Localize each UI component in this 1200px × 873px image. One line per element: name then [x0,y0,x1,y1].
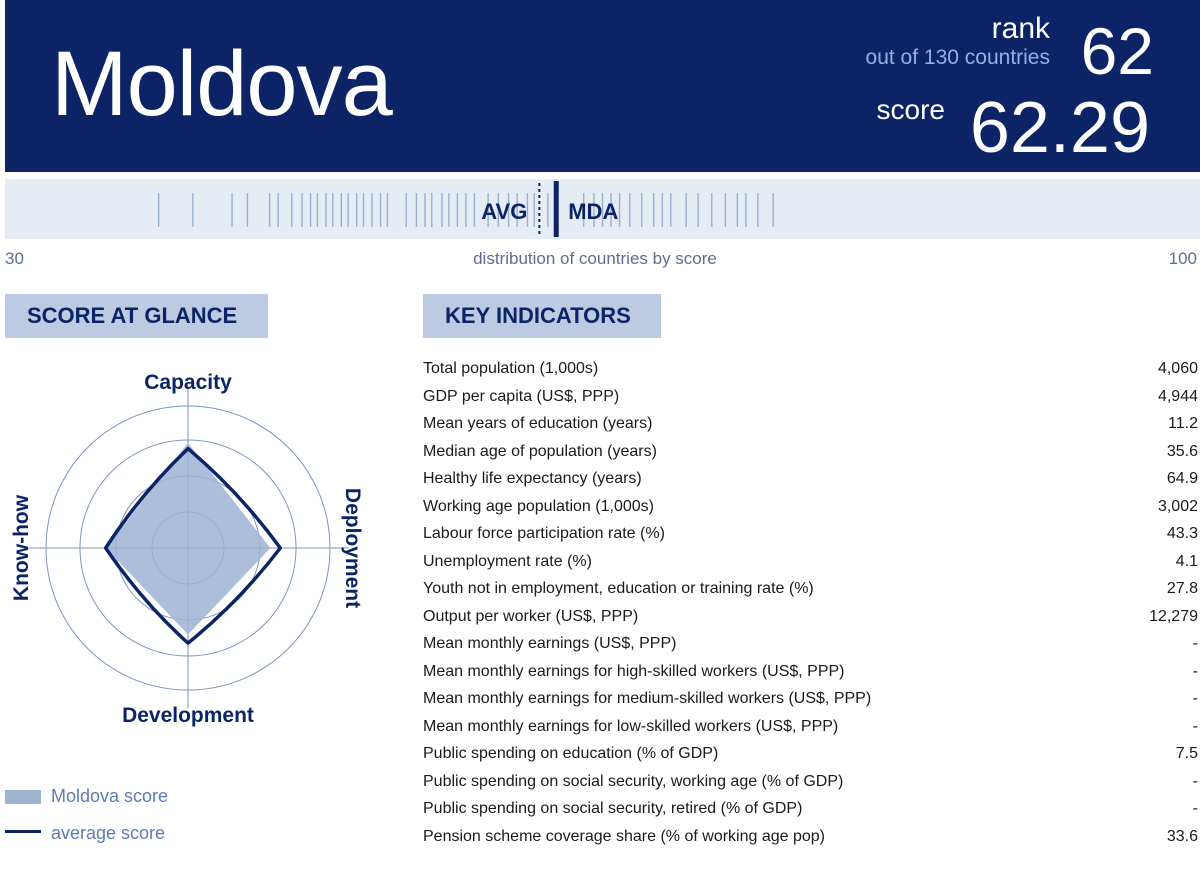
indicator-label: Mean monthly earnings for high-skilled workers (US$, PPP) [423,662,845,680]
rank-subtitle: out of 130 countries [865,46,1050,69]
indicator-value: 27.8 [1166,580,1198,597]
indicator-label: GDP per capita (US$, PPP) [423,387,620,405]
indicator-row [423,713,1198,741]
indicator-value: 43.3 [1166,525,1198,542]
indicator-row [423,520,1198,548]
indicator-row [423,493,1198,521]
indicator-value: - [1192,772,1198,790]
indicator-label: Mean years of education (years) [423,415,653,432]
indicator-label: Mean monthly earnings (US$, PPP) [423,635,677,652]
country-name: Moldova [51,33,392,135]
indicator-value: - [1192,690,1198,707]
distribution-strip [5,179,1200,239]
indicator-row [423,685,1198,713]
indicator-row [423,383,1198,411]
rank-value: 62 [1080,14,1154,88]
score-at-glance-heading: SCORE AT GLANCE [5,294,268,338]
indicator-label: Working age population (1,000s) [423,497,654,515]
indicator-label: Public spending on education (% of GDP) [423,745,719,762]
legend-country-label: Moldova score [51,786,169,806]
indicator-row [423,658,1198,686]
indicator-row [423,465,1198,493]
legend-country-swatch [5,790,41,804]
radar-axis-label-capacity: Capacity [144,371,232,394]
indicator-label: Unemployment rate (%) [423,552,592,570]
series-moldova-area [106,443,271,635]
radar-chart [0,360,400,770]
indicator-row [423,603,1198,631]
indicator-label: Public spending on social security, retired (% of GDP) [423,800,803,817]
indicator-label: Youth not in employment, education or training rate (%) [423,580,814,597]
indicator-row [423,823,1198,851]
indicator-value: 4,944 [1157,387,1198,405]
indicator-label: Total population (1,000s) [423,360,599,377]
indicator-value: 3,002 [1157,497,1198,515]
indicator-value: 7.5 [1175,745,1198,762]
indicator-label: Mean monthly earnings for medium-skilled workers (US$, PPP) [423,690,872,707]
key-indicators-heading: KEY INDICATORS [423,294,661,338]
score-label: score [876,94,945,125]
country-header [5,0,1200,172]
indicator-value: - [1192,635,1198,652]
indicator-label: Median age of population (years) [423,442,657,460]
legend-average-line [5,830,41,833]
indicator-row [423,355,1198,383]
indicator-label: Mean monthly earnings for low-skilled workers (US$, PPP) [423,717,839,735]
indicator-row [423,410,1198,438]
indicator-value: - [1192,800,1198,817]
indicator-value: 11.2 [1168,415,1198,432]
indicator-value: 4.1 [1175,552,1198,570]
indicator-label: Healthy life expectancy (years) [423,470,642,487]
distribution-chart [5,179,1200,239]
distribution-axis-label: distribution of countries by score [473,249,717,268]
distribution-axis-min: 30 [5,249,24,268]
indicator-value: 33.6 [1166,827,1198,845]
radar-axis-label-development: Development [122,704,254,727]
indicator-row [423,768,1198,796]
indicator-value: - [1192,662,1198,680]
indicator-row [423,630,1198,658]
score-value: 62.29 [969,88,1150,168]
indicator-label: Pension scheme coverage share (% of working age pop) [423,827,825,845]
indicator-value: 35.6 [1166,442,1198,460]
legend-average-label: average score [51,823,166,843]
radar-axis-label-know-how: Know-how [10,494,33,602]
key-indicators-table [423,355,1198,850]
indicator-label: Public spending on social security, working age (% of GDP) [423,772,844,790]
indicator-label: Output per worker (US$, PPP) [423,607,639,625]
radar-axis-label-deployment: Deployment [341,487,364,609]
indicator-row [423,548,1198,576]
rank-label: rank [991,12,1050,45]
average-marker-label: AVG [481,199,528,224]
indicator-value: 12,279 [1149,607,1198,625]
indicator-value: 4,060 [1157,360,1198,377]
country-marker-label: MDA [568,199,619,224]
indicator-row [423,438,1198,466]
distribution-axis-max: 100 [1168,249,1197,268]
indicator-row [423,795,1198,823]
indicator-row [423,575,1198,603]
indicator-value: - [1192,717,1198,735]
indicator-row [423,740,1198,768]
indicator-label: Labour force participation rate (%) [423,525,665,542]
indicator-value: 64.9 [1166,470,1198,487]
